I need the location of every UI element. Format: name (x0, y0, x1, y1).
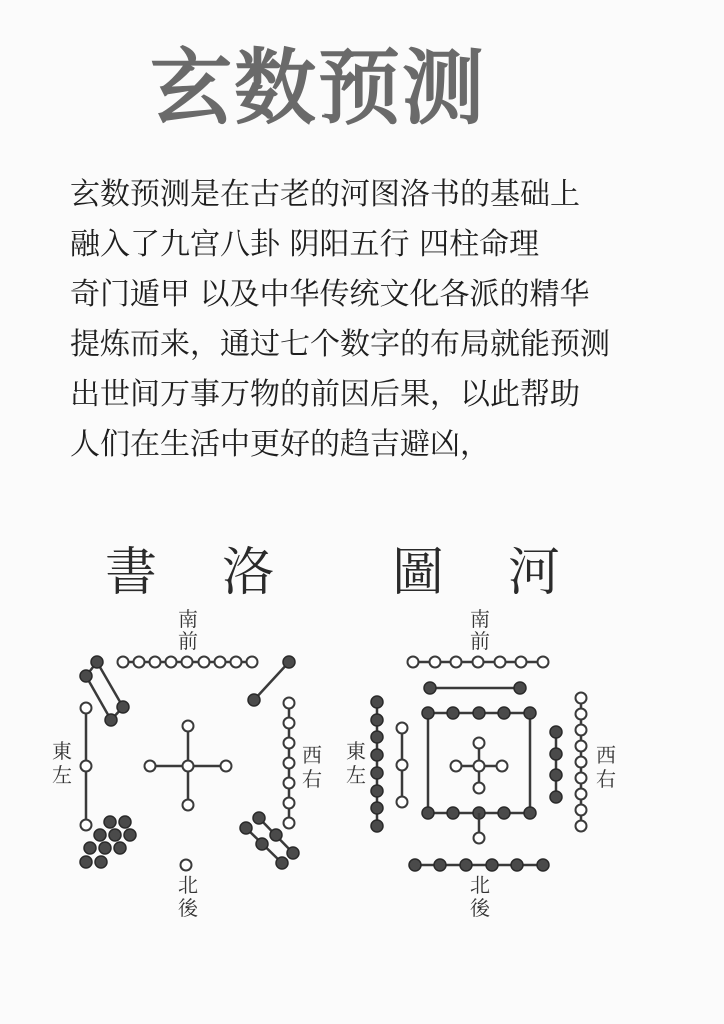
hetu-south-label: 前 (470, 629, 490, 653)
luoshu-one-white-dot (181, 860, 192, 871)
luoshu-north-label: 北 (178, 873, 198, 897)
luoshu-east-label: 左 (52, 763, 72, 787)
luoshu-west-label: 右 (302, 767, 322, 791)
hetu-west-label: 右 (596, 767, 616, 791)
intro-paragraph (70, 170, 670, 470)
luoshu-east-label: 東 (52, 739, 72, 763)
paragraph-line: 奇门遁甲 以及中华传统文化各派的精华 (70, 277, 590, 312)
hetu-nine-white-dots (576, 693, 587, 832)
luoshu-three-white-dots (81, 703, 92, 831)
paragraph-line: 提炼而来，通过七个数字的布局就能预测 (70, 327, 610, 362)
hetu-seven-white-dots (408, 657, 549, 668)
hetu-east-label: 左 (346, 763, 366, 787)
luoshu-diagram (52, 543, 322, 920)
hetu-diagram (346, 543, 616, 920)
hetu-two-black-dots (424, 682, 526, 694)
paragraph-line: 融入了九宫八卦 阴阳五行 四柱命理 (70, 227, 540, 262)
paragraph-line: 出世间万事万物的前因后果，以此帮助 (70, 377, 580, 412)
luoshu-caption-char: 洛 (222, 543, 275, 603)
hetu-eight-black-dots (371, 696, 383, 832)
luoshu-caption-char: 書 (105, 543, 158, 603)
diagrams-area (0, 520, 724, 1000)
hetu-four-black-dots (550, 726, 562, 803)
hetu-north-label: 北 (470, 873, 490, 897)
luoshu-center-five-white-dots (145, 721, 232, 811)
hetu-east-label: 東 (346, 739, 366, 763)
hetu-caption-char: 河 (508, 543, 561, 603)
paragraph-line: 玄数预测是在古老的河图洛书的基础上 (70, 177, 580, 212)
hetu-six-black-dots (409, 859, 549, 871)
luoshu-north-label: 後 (178, 896, 198, 920)
page-title: 玄数预测 (150, 41, 487, 136)
luoshu-nine-white-dots (118, 657, 258, 668)
luoshu-south-label: 前 (178, 629, 198, 653)
luoshu-south-label: 南 (178, 607, 198, 631)
paragraph-line: 人们在生活中更好的趋吉避凶， (70, 427, 490, 462)
luoshu-west-label: 西 (302, 743, 322, 767)
hetu-three-white-dots (397, 723, 408, 808)
hetu-center-five-white-dots (451, 738, 508, 794)
hetu-west-label: 西 (596, 743, 616, 767)
hetu-caption-char: 圖 (392, 543, 445, 603)
hetu-south-label: 南 (470, 607, 490, 631)
luoshu-seven-white-dots (284, 698, 295, 829)
hetu-north-label: 後 (470, 896, 490, 920)
